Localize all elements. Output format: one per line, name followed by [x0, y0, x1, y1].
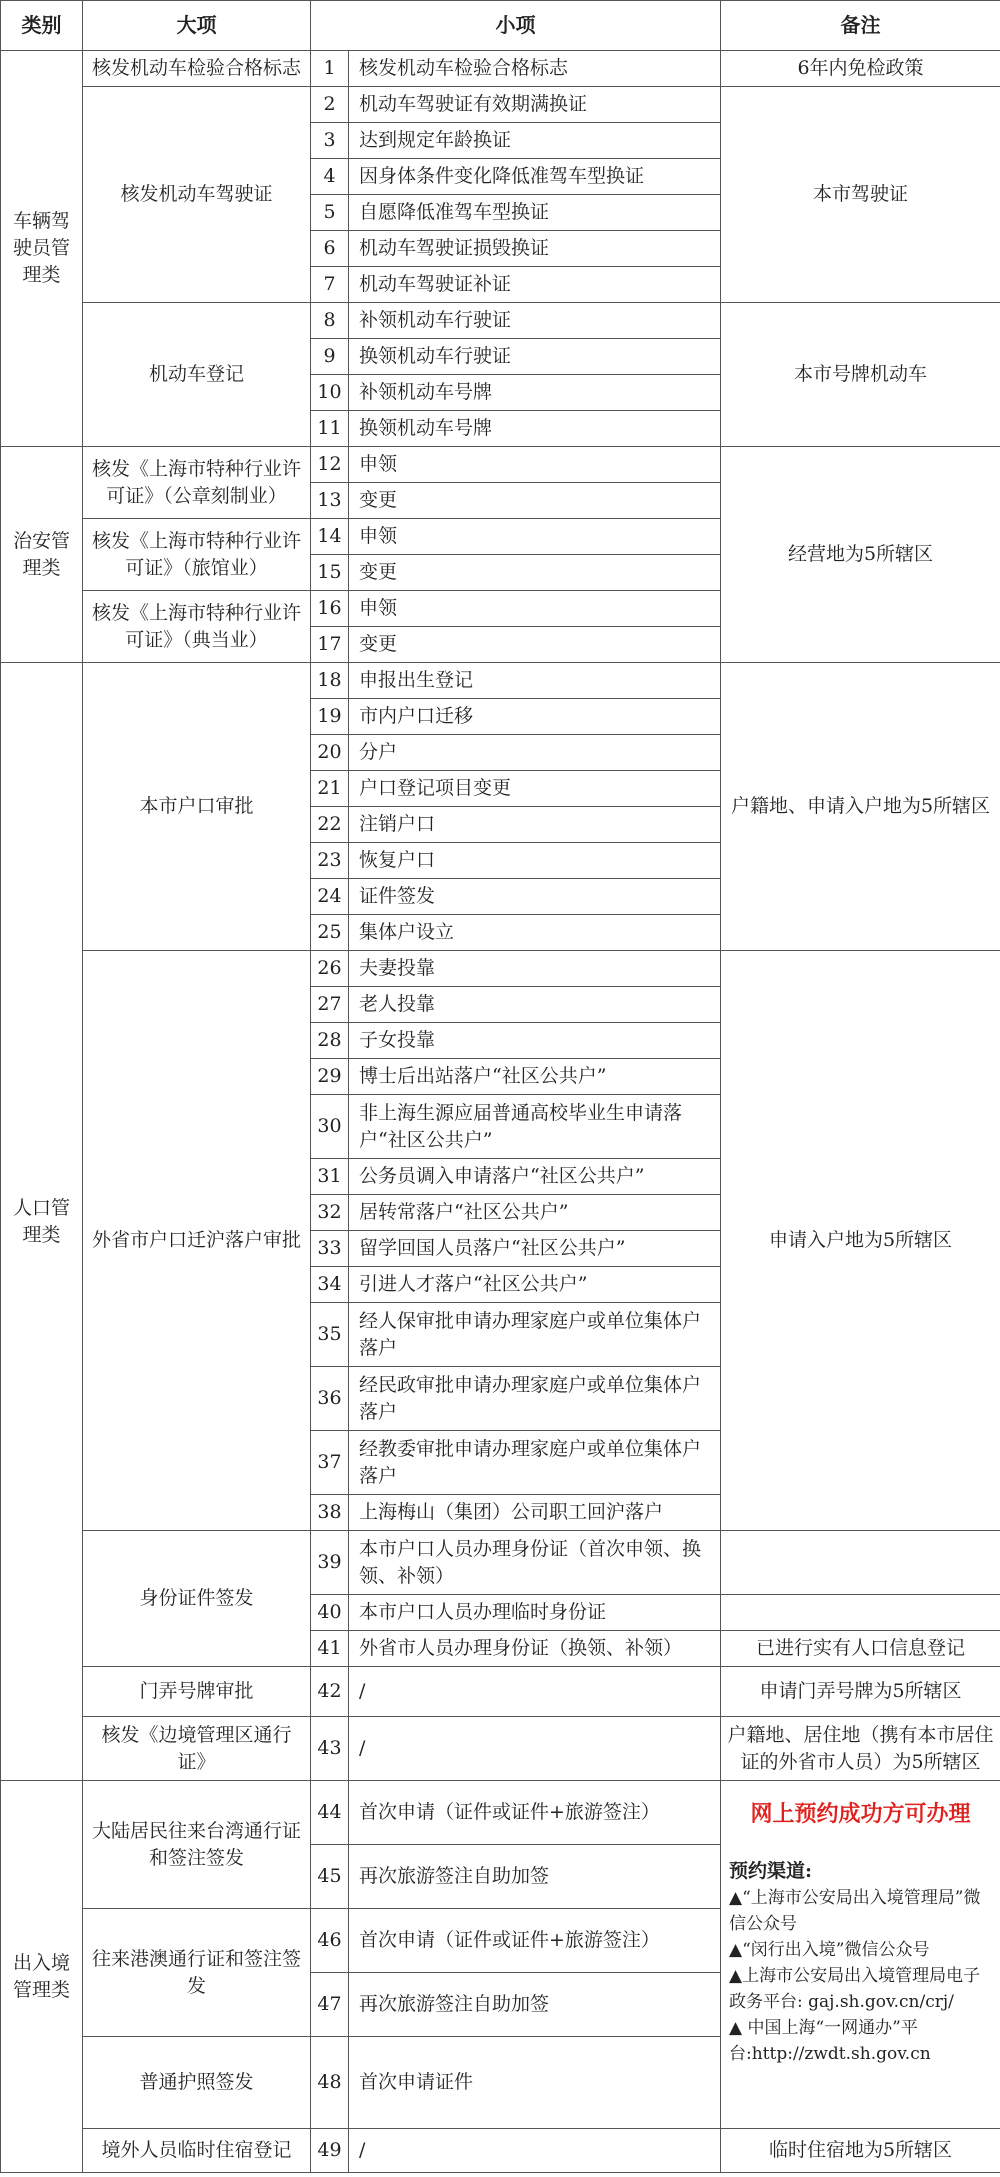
item-number: 1 [311, 51, 349, 87]
note: 户籍地、申请入户地为5所辖区 [721, 663, 1000, 951]
item-text: 因身体条件变化降低准驾车型换证 [349, 159, 721, 195]
item-number: 26 [311, 951, 349, 987]
item-number: 13 [311, 483, 349, 519]
item-number: 12 [311, 447, 349, 483]
major-item: 境外人员临时住宿登记 [83, 2129, 311, 2173]
note: 申请门弄号牌为5所辖区 [721, 1667, 1000, 1717]
item-text: 达到规定年龄换证 [349, 123, 721, 159]
item-text: 机动车驾驶证有效期满换证 [349, 87, 721, 123]
item-text: 子女投靠 [349, 1023, 721, 1059]
item-text: 户口登记项目变更 [349, 771, 721, 807]
item-number: 29 [311, 1059, 349, 1095]
item-text: 夫妻投靠 [349, 951, 721, 987]
note: 经营地为5所辖区 [721, 447, 1000, 663]
item-text: 经教委审批申请办理家庭户或单位集体户落户 [349, 1431, 721, 1495]
channels-title: 预约渠道: [729, 1860, 813, 1882]
major-item: 外省市户口迁沪落户审批 [83, 951, 311, 1531]
item-number: 42 [311, 1667, 349, 1717]
item-text: / [349, 2129, 721, 2173]
header-note: 备注 [721, 1, 1000, 51]
header-major: 大项 [83, 1, 311, 51]
item-number: 21 [311, 771, 349, 807]
item-text: 补领机动车行驶证 [349, 303, 721, 339]
item-number: 37 [311, 1431, 349, 1495]
item-number: 14 [311, 519, 349, 555]
reservation-headline: 网上预约成功方可办理 [750, 1801, 971, 1827]
item-number: 9 [311, 339, 349, 375]
item-number: 16 [311, 591, 349, 627]
major-item: 核发机动车检验合格标志 [83, 51, 311, 87]
item-text: 换领机动车行驶证 [349, 339, 721, 375]
item-text: 申报出生登记 [349, 663, 721, 699]
note-empty [721, 1531, 1000, 1595]
item-number: 23 [311, 843, 349, 879]
note-empty [721, 1595, 1000, 1631]
item-text: 申领 [349, 447, 721, 483]
item-number: 24 [311, 879, 349, 915]
item-number: 40 [311, 1595, 349, 1631]
item-text: 集体户设立 [349, 915, 721, 951]
item-number: 48 [311, 2037, 349, 2129]
note: 户籍地、居住地（携有本市居住证的外省市人员）为5所辖区 [721, 1717, 1000, 1781]
item-text: 变更 [349, 627, 721, 663]
category-population: 人口管理类 [1, 663, 83, 1781]
item-text: 再次旅游签注自助加签 [349, 1973, 721, 2037]
item-text: 变更 [349, 483, 721, 519]
item-number: 46 [311, 1909, 349, 1973]
note: 临时住宿地为5所辖区 [721, 2129, 1000, 2173]
item-number: 34 [311, 1267, 349, 1303]
note: 本市号牌机动车 [721, 303, 1000, 447]
item-text: 机动车驾驶证损毁换证 [349, 231, 721, 267]
item-number: 10 [311, 375, 349, 411]
item-text: 恢复户口 [349, 843, 721, 879]
note: 已进行实有人口信息登记 [721, 1631, 1000, 1667]
item-number: 3 [311, 123, 349, 159]
item-number: 35 [311, 1303, 349, 1367]
item-number: 11 [311, 411, 349, 447]
item-number: 7 [311, 267, 349, 303]
item-text: 自愿降低准驾车型换证 [349, 195, 721, 231]
item-text: 再次旅游签注自助加签 [349, 1845, 721, 1909]
item-text: 机动车驾驶证补证 [349, 267, 721, 303]
major-item: 普通护照签发 [83, 2037, 311, 2129]
item-text: 分户 [349, 735, 721, 771]
major-item: 核发《上海市特种行业许可证》（典当业） [83, 591, 311, 663]
note: 本市驾驶证 [721, 87, 1000, 303]
item-number: 30 [311, 1095, 349, 1159]
item-text: 证件签发 [349, 879, 721, 915]
major-item: 机动车登记 [83, 303, 311, 447]
item-number: 2 [311, 87, 349, 123]
header-row [1, 1, 1000, 51]
item-text: 经人保审批申请办理家庭户或单位集体户落户 [349, 1303, 721, 1367]
item-text: 注销户口 [349, 807, 721, 843]
major-item: 门弄号牌审批 [83, 1667, 311, 1717]
item-text: 居转常落户“社区公共户” [349, 1195, 721, 1231]
item-text: 首次申请证件 [349, 2037, 721, 2129]
item-text: 引进人才落户“社区公共户” [349, 1267, 721, 1303]
item-number: 17 [311, 627, 349, 663]
major-item: 核发《边境管理区通行证》 [83, 1717, 311, 1781]
item-number: 8 [311, 303, 349, 339]
category-security: 治安管理类 [1, 447, 83, 663]
item-text: 公务员调入申请落户“社区公共户” [349, 1159, 721, 1195]
item-text: 首次申请（证件或证件+旅游签注） [349, 1909, 721, 1973]
item-number: 32 [311, 1195, 349, 1231]
item-text: 首次申请（证件或证件+旅游签注） [349, 1781, 721, 1845]
category-exit-entry: 出入境管理类 [1, 1781, 83, 2173]
item-text: 本市户口人员办理临时身份证 [349, 1595, 721, 1631]
major-item: 核发《上海市特种行业许可证》（公章刻制业） [83, 447, 311, 519]
item-text: 申领 [349, 519, 721, 555]
category-vehicle: 车辆驾驶员管理类 [1, 51, 83, 447]
major-item: 大陆居民往来台湾通行证和签注签发 [83, 1781, 311, 1909]
item-number: 28 [311, 1023, 349, 1059]
item-number: 38 [311, 1495, 349, 1531]
item-number: 33 [311, 1231, 349, 1267]
item-text: 外省市人员办理身份证（换领、补领） [349, 1631, 721, 1667]
item-number: 43 [311, 1717, 349, 1781]
item-text: 核发机动车检验合格标志 [349, 51, 721, 87]
item-number: 5 [311, 195, 349, 231]
channel-item: ▲“上海市公安局出入境管理局”微信公众号 [729, 1888, 981, 1934]
item-number: 45 [311, 1845, 349, 1909]
item-text: / [349, 1667, 721, 1717]
item-number: 22 [311, 807, 349, 843]
item-number: 44 [311, 1781, 349, 1845]
item-text: 市内户口迁移 [349, 699, 721, 735]
item-number: 39 [311, 1531, 349, 1595]
item-number: 25 [311, 915, 349, 951]
item-number: 47 [311, 1973, 349, 2037]
item-number: 31 [311, 1159, 349, 1195]
header-category: 类别 [1, 1, 83, 51]
header-minor: 小项 [311, 1, 721, 51]
major-item: 核发《上海市特种行业许可证》（旅馆业） [83, 519, 311, 591]
item-number: 49 [311, 2129, 349, 2173]
item-number: 19 [311, 699, 349, 735]
item-text: 博士后出站落户“社区公共户” [349, 1059, 721, 1095]
item-number: 15 [311, 555, 349, 591]
item-text: 申领 [349, 591, 721, 627]
item-text: 老人投靠 [349, 987, 721, 1023]
item-number: 27 [311, 987, 349, 1023]
item-number: 41 [311, 1631, 349, 1667]
item-text: / [349, 1717, 721, 1781]
item-number: 36 [311, 1367, 349, 1431]
item-number: 4 [311, 159, 349, 195]
note: 申请入户地为5所辖区 [721, 951, 1000, 1531]
note: 6年内免检政策 [721, 51, 1000, 87]
item-text: 变更 [349, 555, 721, 591]
channel-item: ▲ 中国上海“一网通办”平台:http://zwdt.sh.gov.cn [729, 2018, 931, 2064]
item-number: 18 [311, 663, 349, 699]
major-item: 核发机动车驾驶证 [83, 87, 311, 303]
major-item: 身份证件签发 [83, 1531, 311, 1667]
item-text: 本市户口人员办理身份证（首次申领、换领、补领） [349, 1531, 721, 1595]
item-text: 上海梅山（集团）公司职工回沪落户 [349, 1495, 721, 1531]
reservation-note [721, 1781, 1000, 2129]
item-text: 补领机动车号牌 [349, 375, 721, 411]
item-number: 6 [311, 231, 349, 267]
item-text: 换领机动车号牌 [349, 411, 721, 447]
major-item: 往来港澳通行证和签注签发 [83, 1909, 311, 2037]
item-text: 经民政审批申请办理家庭户或单位集体户落户 [349, 1367, 721, 1431]
item-text: 非上海生源应届普通高校毕业生申请落户“社区公共户” [349, 1095, 721, 1159]
channel-item: ▲“闵行出入境”微信公众号 [729, 1940, 930, 1960]
major-item: 本市户口审批 [83, 663, 311, 951]
item-text: 留学回国人员落户“社区公共户” [349, 1231, 721, 1267]
channel-item: ▲上海市公安局出入境管理局电子政务平台: gaj.sh.gov.cn/crj/ [729, 1966, 981, 2012]
item-number: 20 [311, 735, 349, 771]
